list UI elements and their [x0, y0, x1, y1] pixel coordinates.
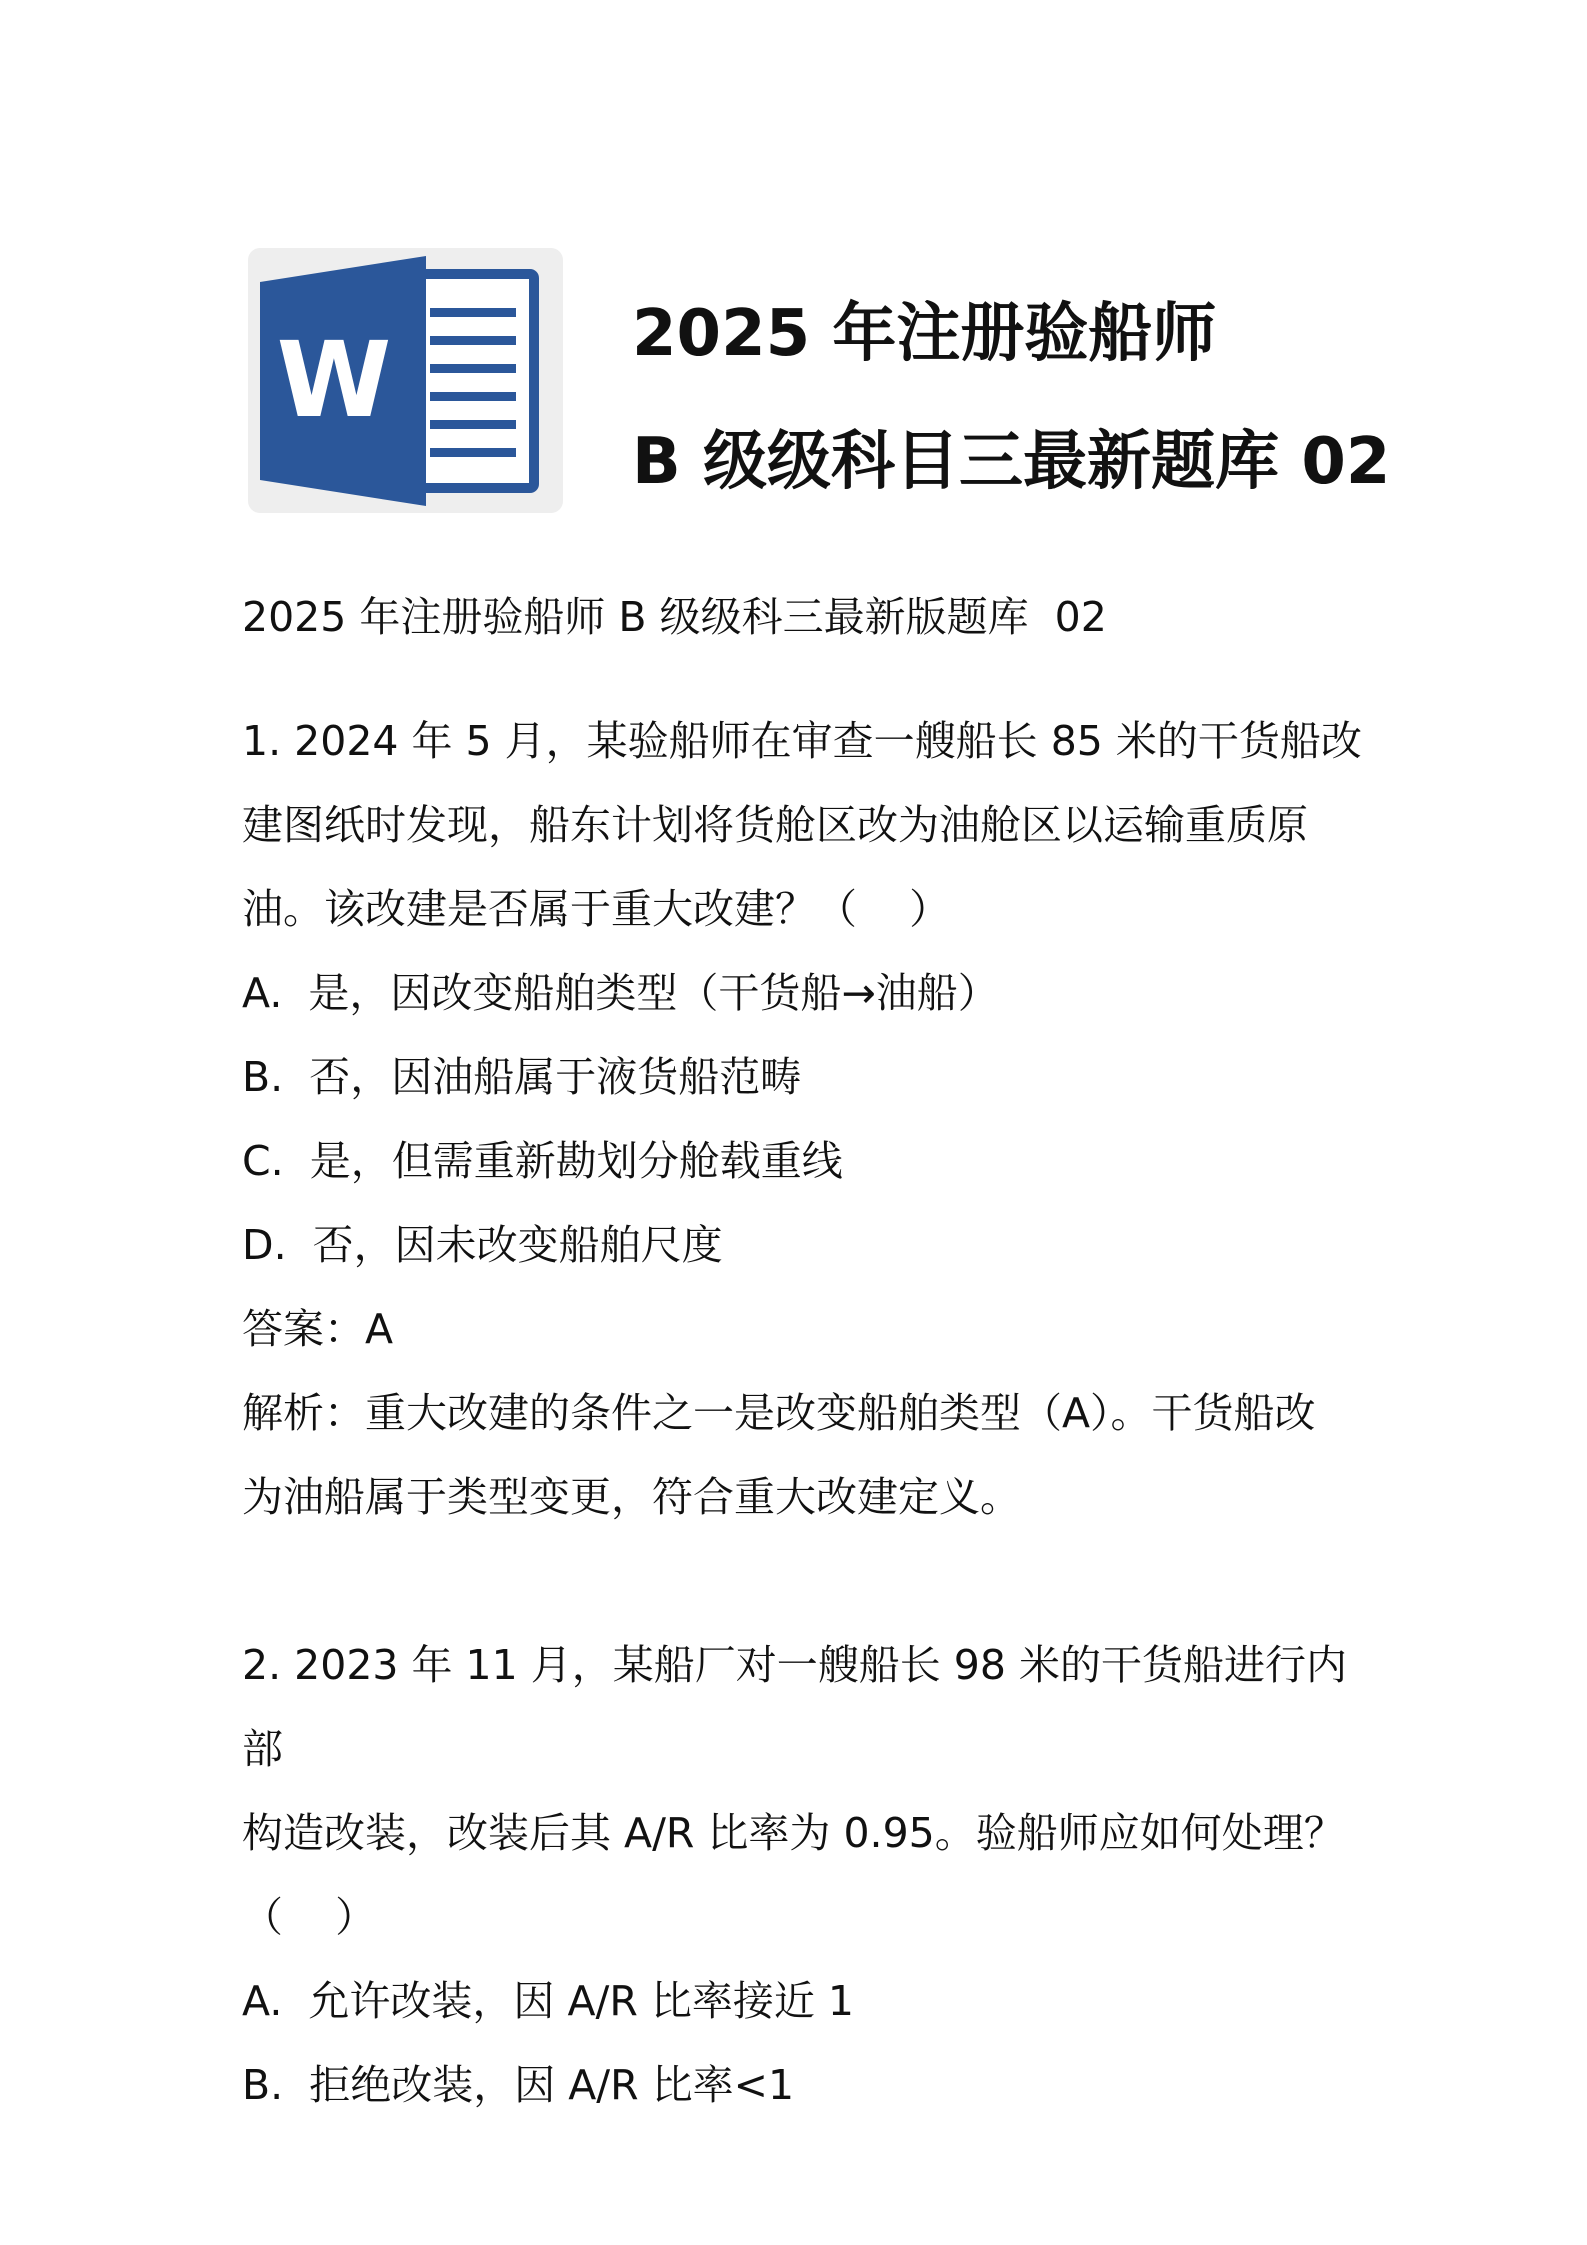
option-a: A. 允许改装，因 A/R 比率接近 1	[242, 1977, 854, 2025]
question-1	[242, 699, 1362, 1539]
document-title	[632, 270, 1390, 526]
option-b: B. 否，因油船属于液货船范畴	[242, 1053, 802, 1101]
logo-letter: W	[276, 319, 392, 441]
document-subtitle: 2025 年注册验船师 B 级级科三最新版题库 02	[242, 593, 1107, 641]
question-stem-line: 构造改装，改装后其 A/R 比率为 0.95。验船师应如何处理？	[242, 1809, 1345, 1857]
question-2	[242, 1623, 1362, 2127]
question-stem-line: 2. 2023 年 11 月，某船厂对一艘船长 98 米的干货船进行内部	[242, 1641, 1347, 1773]
answer-line: 答案：A	[242, 1305, 394, 1353]
analysis-line: 为油船属于类型变更，符合重大改建定义。	[242, 1473, 1021, 1521]
question-stem-line: （ ）	[242, 1893, 377, 1941]
option-c: C. 是，但需重新勘划分舱载重线	[242, 1137, 843, 1185]
option-b: B. 拒绝改装，因 A/R 比率<1	[242, 2061, 795, 2109]
paragraph-gap	[242, 1539, 1362, 1623]
document-body	[242, 575, 1362, 2127]
title-line-2: B 级级科目三最新题库 02	[632, 425, 1391, 499]
word-document-icon	[248, 248, 563, 513]
question-stem-line: 建图纸时发现，船东计划将货舱区改为油舱区以运输重质原	[242, 801, 1308, 849]
analysis-line: 解析：重大改建的条件之一是改变船舶类型（A）。干货船改	[242, 1389, 1316, 1437]
option-d: D. 否，因未改变船舶尺度	[242, 1221, 723, 1269]
question-stem-line: 1. 2024 年 5 月，某验船师在审查一艘船长 85 米的干货船改	[242, 717, 1362, 765]
question-stem-line: 油。该改建是否属于重大改建？（ ）	[242, 885, 951, 933]
title-line-1: 2025 年注册验船师	[632, 297, 1217, 371]
option-a: A. 是，因改变船舶类型（干货船→油船）	[242, 969, 999, 1017]
